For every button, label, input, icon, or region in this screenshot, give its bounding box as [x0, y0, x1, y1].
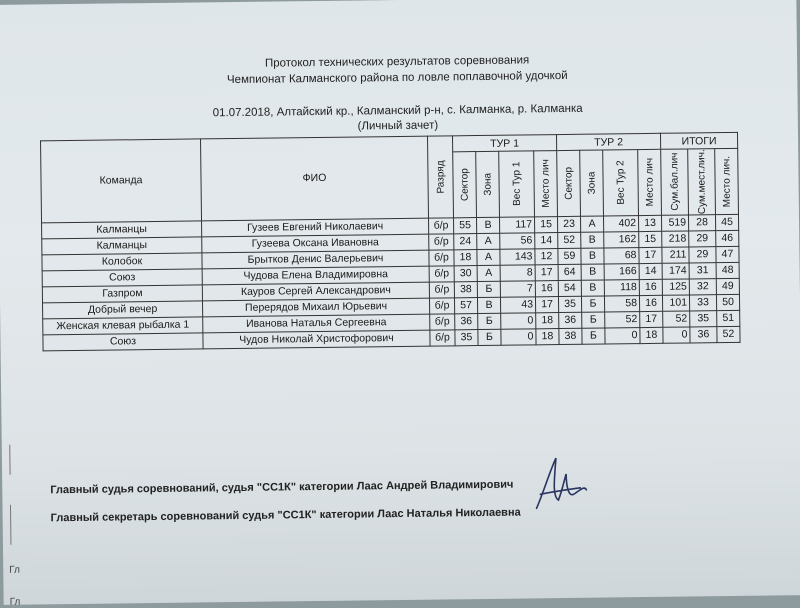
t2-weight-cell: 162	[604, 231, 639, 247]
t2-weight-cell: 52	[605, 311, 640, 327]
t1-place-cell: 15	[534, 216, 557, 232]
fio-cell: Гузеева Оксана Ивановна	[202, 234, 429, 253]
t2-place-cell: 17	[640, 311, 663, 327]
tour1-header: ТУР 1	[452, 135, 556, 152]
total-place-cell: 45	[715, 214, 738, 230]
fio-cell: Чудова Елена Владимировна	[202, 266, 429, 285]
t1-place-cell: 14	[535, 232, 558, 248]
fio-cell: Брытков Денис Валерьевич	[202, 250, 429, 269]
t2-place-cell: 16	[639, 295, 662, 311]
t2-zone-cell: Б	[582, 312, 605, 328]
total-sum-cell: 174	[662, 263, 689, 279]
total-sum-cell: 101	[662, 295, 689, 311]
tour2-header: ТУР 2	[556, 133, 660, 150]
col-rank-header: Разряд	[428, 136, 454, 218]
t1-place-cell: 16	[535, 280, 558, 296]
t2-sector-cell: 35	[558, 296, 581, 312]
results-table	[40, 132, 741, 351]
total-place-cell: 49	[716, 278, 739, 294]
t2-sector-cell: 59	[558, 248, 581, 264]
total-places-cell: 29	[689, 246, 716, 262]
t2-place-cell: 16	[639, 279, 662, 295]
total-sum-cell: 519	[661, 215, 688, 231]
t1-place-cell: 17	[535, 296, 558, 312]
t1-weight-cell: 117	[499, 217, 534, 233]
t2-zone-cell: Б	[581, 296, 604, 312]
total-place-header: Место лич.	[715, 148, 739, 214]
t2-weight-cell: 402	[603, 215, 638, 231]
t2-zone-header: Зона	[580, 150, 604, 216]
t1-place-header: Место лич	[534, 151, 558, 217]
team-cell: Добрый вечер	[43, 301, 203, 319]
fio-cell: Иванова Наталья Сергеевна	[203, 314, 430, 333]
margin-marks	[2, 435, 24, 575]
total-sum-cell: 211	[662, 247, 689, 263]
t2-zone-cell: А	[580, 216, 603, 232]
t2-place-cell: 15	[639, 231, 662, 247]
t1-weight-cell: 0	[501, 329, 536, 345]
t2-place-cell: 18	[640, 327, 663, 343]
t1-sector-cell: 55	[453, 217, 476, 233]
rank-cell: б/р	[429, 250, 454, 266]
rank-cell: б/р	[430, 314, 455, 330]
t1-zone-cell: Б	[478, 329, 501, 345]
t2-place-cell: 13	[638, 215, 661, 231]
t2-zone-cell: Б	[582, 328, 605, 344]
rank-cell: б/р	[429, 298, 454, 314]
t1-sector-cell: 57	[454, 297, 477, 313]
totals-header: ИТОГИ	[660, 132, 737, 149]
total-places-cell: 36	[690, 326, 717, 342]
team-cell: Колобок	[42, 253, 202, 271]
total-place-cell: 51	[717, 310, 740, 326]
t1-weight-cell: 7	[500, 281, 535, 297]
team-cell: Газпром	[42, 285, 202, 303]
total-place-cell: 50	[716, 294, 739, 310]
t2-sector-cell: 38	[559, 328, 582, 344]
t1-weight-cell: 8	[500, 265, 535, 281]
t2-weight-header: Вес Тур 2	[603, 150, 639, 216]
t1-sector-cell: 30	[454, 265, 477, 281]
t1-sector-cell: 18	[454, 249, 477, 265]
team-cell: Калманцы	[42, 237, 202, 255]
total-places-cell: 29	[689, 230, 716, 246]
t1-zone-cell: А	[477, 265, 500, 281]
doc-title: Протокол технических результатов соревнования	[0, 51, 797, 73]
fio-cell: Перерядов Михаил Юрьевич	[202, 298, 429, 317]
cut-off-text: Гл	[10, 597, 21, 608]
t2-zone-cell: В	[581, 264, 604, 280]
t2-zone-cell: В	[581, 232, 604, 248]
t1-weight-cell: 56	[500, 233, 535, 249]
handwritten-signature	[530, 450, 591, 521]
total-places-cell: 31	[689, 262, 716, 278]
t2-place-cell: 14	[639, 263, 662, 279]
t1-weight-cell: 0	[501, 313, 536, 329]
t1-place-cell: 18	[536, 328, 559, 344]
t2-weight-cell: 68	[604, 247, 639, 263]
t2-place-cell: 17	[639, 247, 662, 263]
col-team-header: Команда	[41, 139, 202, 223]
t1-place-cell: 12	[535, 248, 558, 264]
t2-weight-cell: 166	[604, 263, 639, 279]
t1-sector-cell: 36	[455, 313, 478, 329]
t2-sector-cell: 64	[558, 264, 581, 280]
team-cell: Союз	[42, 269, 202, 287]
t2-weight-cell: 118	[604, 279, 639, 295]
doc-standing-type: (Личный зачет)	[0, 115, 798, 137]
t1-sector-cell: 38	[454, 281, 477, 297]
t1-zone-header: Зона	[476, 151, 500, 217]
t2-zone-cell: В	[581, 280, 604, 296]
t1-place-cell: 17	[535, 264, 558, 280]
t2-sector-cell: 23	[557, 216, 580, 232]
t2-sector-cell: 36	[559, 312, 582, 328]
t1-sector-cell: 24	[454, 233, 477, 249]
total-sum-cell: 52	[663, 311, 690, 327]
col-fio-header: ФИО	[201, 136, 429, 221]
team-cell: Женская клевая рыбалка 1	[43, 317, 203, 335]
doc-date-location: 01.07.2018, Алтайский кр., Калманский р-н, с. Калманка, р. Калманка	[0, 100, 798, 122]
t1-weight-cell: 143	[500, 249, 535, 265]
rank-cell: б/р	[429, 282, 454, 298]
fio-cell: Чудов Николай Христофорович	[203, 330, 430, 349]
total-place-cell: 47	[716, 246, 739, 262]
total-places-header: Сум.мест.лич.	[688, 149, 716, 215]
rank-cell: б/р	[429, 234, 454, 250]
t1-zone-cell: Б	[478, 313, 501, 329]
total-places-cell: 28	[688, 214, 715, 230]
t2-sector-header: Сектор	[557, 150, 581, 216]
total-place-cell: 46	[716, 230, 739, 246]
t1-weight-header: Вес Тур 1	[499, 151, 535, 217]
total-sum-cell: 0	[663, 327, 690, 343]
t2-weight-cell: 0	[605, 327, 640, 343]
total-place-cell: 52	[717, 326, 740, 342]
team-cell: Союз	[43, 333, 203, 351]
total-place-cell: 48	[716, 262, 739, 278]
t2-sector-cell: 54	[558, 280, 581, 296]
rank-cell: б/р	[429, 218, 454, 234]
chief-secretary-line: Главный секретарь соревнований судья "СС1К" категории Лаас Наталья Николаевна	[51, 507, 521, 525]
total-sum-cell: 218	[662, 231, 689, 247]
total-places-cell: 33	[689, 294, 716, 310]
t1-zone-cell: А	[477, 233, 500, 249]
total-places-cell: 32	[689, 278, 716, 294]
t2-place-header: Место лич	[638, 149, 662, 215]
total-sum-cell: 125	[662, 279, 689, 295]
cut-off-text: Гл	[9, 565, 20, 576]
doc-subtitle: Чемпионат Калманского района по ловле поплавочной удочкой	[0, 67, 797, 89]
t1-weight-cell: 43	[500, 297, 535, 313]
total-places-cell: 35	[690, 310, 717, 326]
fio-cell: Гузеев Евгений Николаевич	[202, 218, 429, 237]
t2-sector-cell: 52	[558, 232, 581, 248]
t1-zone-cell: А	[477, 249, 500, 265]
t1-zone-cell: В	[476, 217, 499, 233]
t2-weight-cell: 58	[604, 295, 639, 311]
t1-zone-cell: В	[477, 297, 500, 313]
t1-sector-header: Сектор	[453, 152, 477, 218]
t1-place-cell: 18	[536, 312, 559, 328]
team-cell: Калманцы	[42, 221, 202, 239]
t1-zone-cell: Б	[477, 281, 500, 297]
t2-zone-cell: В	[581, 248, 604, 264]
t1-sector-cell: 35	[455, 329, 478, 345]
total-sum-header: Сум.бал.лич	[661, 149, 689, 215]
rank-cell: б/р	[429, 266, 454, 282]
chief-judge-line: Главный судья соревнований, судья "СС1К" категории Лаас Андрей Владимирович	[50, 479, 513, 497]
rank-cell: б/р	[430, 330, 455, 346]
fio-cell: Кауров Сергей Александрович	[202, 282, 429, 301]
